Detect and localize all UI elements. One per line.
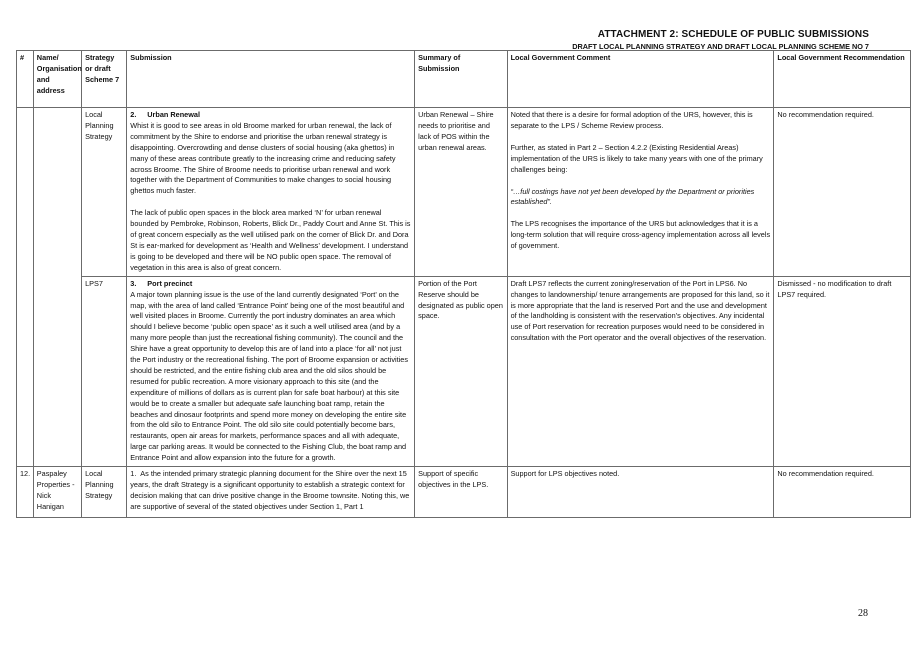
- document-subtitle: DRAFT LOCAL PLANNING STRATEGY AND DRAFT LOCAL PLANNING SCHEME NO 7: [572, 42, 869, 51]
- submission-list-item: 1. As the intended primary strategic planning document for the Shire over the next 15 years, the draft Strategy is a significant opportunity to establish a strategic context for decision making that can drive positive change in the Broome townsite. Noting this, we are supportive of several of the stated objectives under Section 1, Part 1: [130, 469, 410, 511]
- page-number: 28: [858, 608, 868, 619]
- document-title: ATTACHMENT 2: SCHEDULE OF PUBLIC SUBMISSIONS: [597, 29, 869, 40]
- header-name: Name/ Organisation and address: [33, 51, 81, 108]
- strategy-cell: Local Planning Strategy: [82, 467, 127, 518]
- table-row: [17, 276, 911, 466]
- header-comment: Local Government Comment: [507, 51, 774, 108]
- submission-paragraph: The lack of public open spaces in the block area marked ‘N’ for urban renewal bounded by Pembroke, Robinson, Roberts, Blick Dr., Paddy Court and Anne St. This is of great concern especially as the well utilised park on the corner of Blick Dr. and Dora St is ear-marked for development as ‘Health and Wellness’ development. I understand is going to be developed and there will be NO public open space. The removal of vegetation in this area is also of great concern.: [130, 208, 411, 272]
- comment-paragraph: Further, as stated in Part 2 – Section 4.2.2 (Existing Residential Areas) implementation of the URS is likely to take many years with one of the primary challenges being:: [510, 142, 763, 174]
- row-name-cell: [33, 108, 81, 467]
- comment-paragraph: Noted that there is a desire for formal adoption of the URS, however, this is separate to the LPS / Scheme Review process.: [510, 110, 753, 130]
- table-header-row: [17, 51, 911, 108]
- comment-cell: [507, 108, 774, 277]
- submission-heading: 2. Urban Renewal: [130, 110, 200, 119]
- summary-cell: Urban Renewal – Shire needs to prioritise and lack of POS within the urban renewal areas.: [415, 108, 507, 277]
- table-row: [17, 467, 911, 518]
- summary-cell: Portion of the Port Reserve should be designated as public open space.: [415, 276, 507, 466]
- submission-paragraph: A major town planning issue is the use of the land currently designated ‘Port’ on the map, with the area of land called ‘Entrance Point’ being one of the most beautiful and well visited places in Broome. Currently the port industry dominates an area which should I believe become ‘public open space’ as it such a well utilised area (and by a many more people than just the recreational fishing community). The council and the Shire have a great opportunity to develop this are of land into a place ‘for all’ not just the Port industry or the recreational fishing. The port of Broome expansion or activities should be restricted, and the entire fishing club area and the old silos should be resumed for public recreation. A more visionary approach to this site (and the expenditure of millions of dollars as is current plan for safe boat harbour) at this site would be to create a smaller but adequate safe launching boat ramp, retain the beaches and dinosaur footprints and spend more money on developing the entire site from the old silo to Entrance Point. The old silo site could potentially become bars, restaurants, open air areas for markets, performance spaces and all with adequate, large car parking areas. It would be connected to the Fishing Club, the boat ramp and Entrance Point and allow expansion into the future for a growth.: [130, 289, 408, 463]
- header-summary: Summary of Submission: [415, 51, 507, 108]
- recommendation-cell: Dismissed - no modification to draft LPS7 required.: [774, 276, 911, 466]
- header-strategy: Strategy or draft Scheme 7: [82, 51, 127, 108]
- comment-cell: Draft LPS7 reflects the current zoning/reservation of the Port in LPS6. No changes to landownership/ tenure arrangements are proposed for this land, so it is more appropriate that the land is reserved Port and the use and development of the landholding is consistent with the reservation’s objectives. Any incidental use of Port reservation for recreation purposes would need to be considered in consultation with the Port operator and the overall objectives of the reservation.: [507, 276, 774, 466]
- submission-cell: [127, 467, 415, 518]
- submission-cell: [127, 276, 415, 466]
- header-recommendation: Local Government Recommendation: [774, 51, 911, 108]
- submission-paragraph: Whist it is good to see areas in old Broome marked for urban renewal, the lack of commitment by the Shire to endorse and prioritise the urban renewal strategy is disappointing. Overcrowding and dense clusters of social housing (aka ghettos) in many of these areas contribute greatly to the increasing crime and reducing safety across Broome. The Shire of Broome needs to prioritise urban renewal and work together with the Department of Communities to make changes to social housing ghettos much faster.: [130, 120, 396, 196]
- submissions-table: [16, 50, 911, 518]
- comment-quote: “…full costings have not yet been developed by the Department or priorities established”.: [510, 186, 755, 207]
- submission-cell: [127, 108, 415, 277]
- comment-cell: Support for LPS objectives noted.: [507, 467, 774, 518]
- strategy-cell: LPS7: [82, 276, 127, 466]
- header-submission: Submission: [127, 51, 415, 108]
- row-name-cell: Paspaley Properties - Nick Hanigan: [33, 467, 81, 518]
- recommendation-cell: No recommendation required.: [774, 108, 911, 277]
- table-row: [17, 108, 911, 277]
- recommendation-cell: No recommendation required.: [774, 467, 911, 518]
- summary-cell: Support of specific objectives in the LPS.: [415, 467, 507, 518]
- header-number: #: [17, 51, 34, 108]
- strategy-cell: Local Planning Strategy: [82, 108, 127, 277]
- row-number-cell: [17, 108, 34, 467]
- submission-heading: 3. Port precinct: [130, 278, 193, 288]
- row-number-cell: 12.: [17, 467, 34, 518]
- comment-paragraph: The LPS recognises the importance of the URS but acknowledges that it is a long-term solution that will require cross-agency implementation across all levels of government.: [510, 219, 771, 251]
